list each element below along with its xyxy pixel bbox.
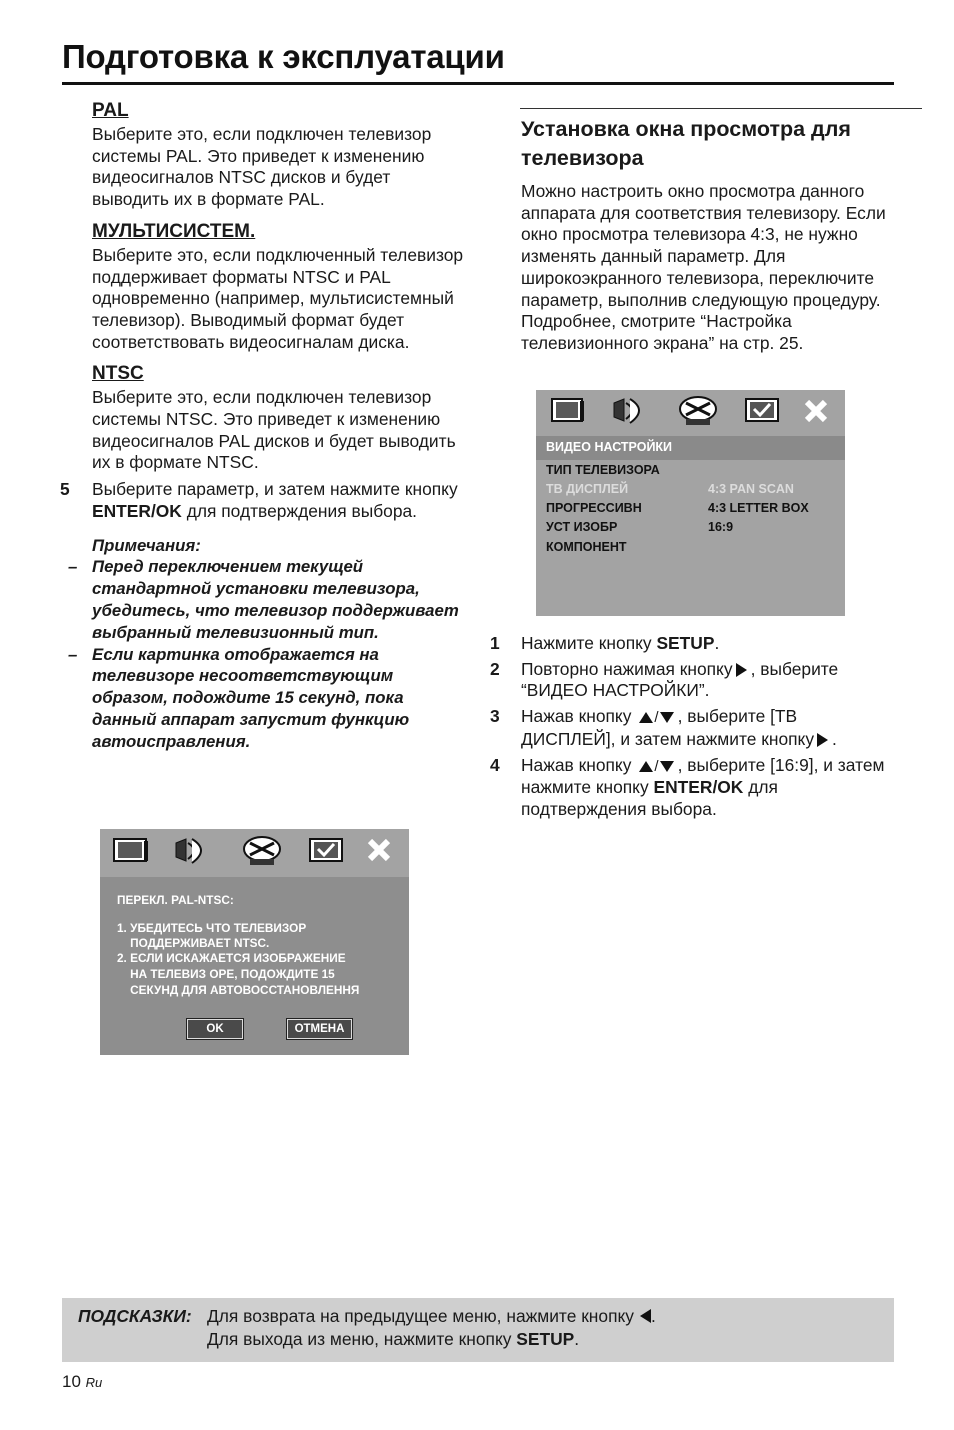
video-settings-label: ВИДЕО НАСТРОЙКИ [546,440,673,454]
step-2: 2 Повторно нажимая кнопку , выберите “ВИДЕО НАСТРОЙКИ”. [490,658,839,701]
note-item: – Если картинка отображается на телевизоре несоответствующим образом, подождите 15 секунд, пока данный аппарат запустит функцию автоисправления. [68,644,410,751]
close-icon [807,402,825,420]
menu-item-tv-type[interactable]: ТИП ТЕЛЕВИЗОРА [546,463,660,477]
disc-icon [244,837,280,865]
ntsc-heading: NTSC [92,363,144,385]
note-item: – Перед переключением текущей стандартной установки телевизора, убедитесь, что телевизор поддерживает выбранный телевизионный тип. [68,557,459,642]
step-text: Выберите параметр, и затем нажмите кнопку ENTER/OK для подтверждения выбора. [92,479,458,521]
page-number: 10 Ru [62,1372,103,1391]
step-5 [60,479,470,522]
dialog-content [100,877,409,1055]
step-number: 5 [60,479,70,500]
multisystem-text: Выберите это, если подключенный телевизор поддерживает форматы NTSC и PAL одновременно (например, мультисистемный телевизор). Выводимый формат будет соответствовать видеосигналам диска. [92,244,464,352]
ok-button[interactable]: OK [187,1019,243,1039]
hints-line-1: Для возврата на предыдущее меню, нажмите кнопку . [207,1306,656,1326]
title-rule [62,82,894,85]
checkbox-icon [746,399,778,421]
dialog-line: НА ТЕЛЕВИЗ ОРЕ, ПОДОЖДИТЕ 15 [117,967,335,981]
notes-title: Примечания: [92,535,201,555]
section-text: Можно настроить окно просмотра данного аппарата для соответствия телевизору. Если окно просмотра телевизора 4:3, не нужно изменять данный параметр. Для широкоэкранного телевизора, переключите параметр, выполнив следующую процедуру. Подробнее, смотрите “Настройка телевизионного экрана” на стр. 25. [521,181,886,353]
menu-item-progressive[interactable]: ПРОГРЕССИВН [546,501,642,515]
option-letter-box[interactable]: 4:3 LETTER BOX [708,501,809,515]
menu-item-picture-settings[interactable]: УСТ ИЗОБР [546,520,618,534]
screen-icon-bar [536,390,845,436]
screen-icon-bar [100,829,409,877]
tv-screen-icon [552,399,584,421]
option-16-9[interactable]: 16:9 [708,520,734,534]
dialog-line: ПОДДЕРЖИВАЕТ NTSC. [117,936,270,950]
pal-heading: PAL [92,100,129,121]
hints-line-2: Для выхода из меню, нажмите кнопку SETUP. [207,1329,580,1349]
cancel-button[interactable]: ОТМЕНА [287,1019,352,1039]
multisystem-heading: МУЛЬТИСИСТЕМ. [92,220,256,242]
disc-icon [680,397,716,425]
dialog-line: 2. ЕСЛИ ИСКАЖАЕТСЯ ИЗОБРАЖЕНИЕ [117,951,346,965]
speaker-icon [614,399,639,423]
up-down-arrow-icon: / [639,755,673,778]
checkbox-icon [310,839,342,861]
dialog-line: СЕКУНД ДЛЯ АВТОВОССТАНОВЛЕННЯ [117,983,360,997]
step-1: 1 Нажмите кнопку SETUP. [490,633,720,653]
page-title: Подготовка к эксплуатации [62,38,505,75]
menu-item-tv-display[interactable]: ТВ ДИСПЛЕЙ [546,482,629,496]
close-icon [370,841,388,859]
step-3: 3 Нажав кнопку / , выберите [ТВ ДИСПЛЕЙ], и затем нажмите кнопку . [490,706,837,749]
dialog-line: 1. УБЕДИТЕСЬ ЧТО ТЕЛЕВИЗОР [117,921,307,935]
right-column [490,108,894,355]
section-rule [520,108,922,109]
up-down-arrow-icon: / [639,706,673,729]
right-arrow-icon [736,663,747,677]
speaker-icon [176,839,201,863]
step-4: 4 Нажав кнопку / , выберите [16:9], и затем нажмите кнопку ENTER/OK для подтверждения выбора. [490,754,885,819]
hints-box [62,1298,894,1362]
notes [68,535,470,753]
dialog-heading: ПЕРЕКЛ. PAL-NTSC: [117,893,234,907]
hints-label: ПОДСКАЗКИ: [78,1306,192,1326]
tv-screen-icon [114,839,148,861]
video-settings-band [536,436,845,460]
left-column [60,100,470,753]
section-title: Установка окна просмотра для телевизора [521,117,851,170]
right-arrow-icon [817,733,828,747]
procedure-steps [490,633,894,825]
pal-text: Выберите это, если подключен телевизор системы PAL. Это приведет к изменению видеосигналов NTSC дисков и будет выводить их в формате PAL. [92,124,432,210]
left-arrow-icon [640,1309,651,1323]
option-pan-scan[interactable]: 4:3 PAN SCAN [708,482,794,496]
ntsc-text: Выберите это, если подключен телевизор системы NTSC. Это приведет к изменению видеосигналов PAL дисков и будет выводить их в формате NTSC. [92,387,456,473]
pal-ntsc-screen [100,829,409,1055]
menu-item-component[interactable]: КОМПОНЕНТ [546,540,627,554]
video-settings-screen [536,390,845,616]
